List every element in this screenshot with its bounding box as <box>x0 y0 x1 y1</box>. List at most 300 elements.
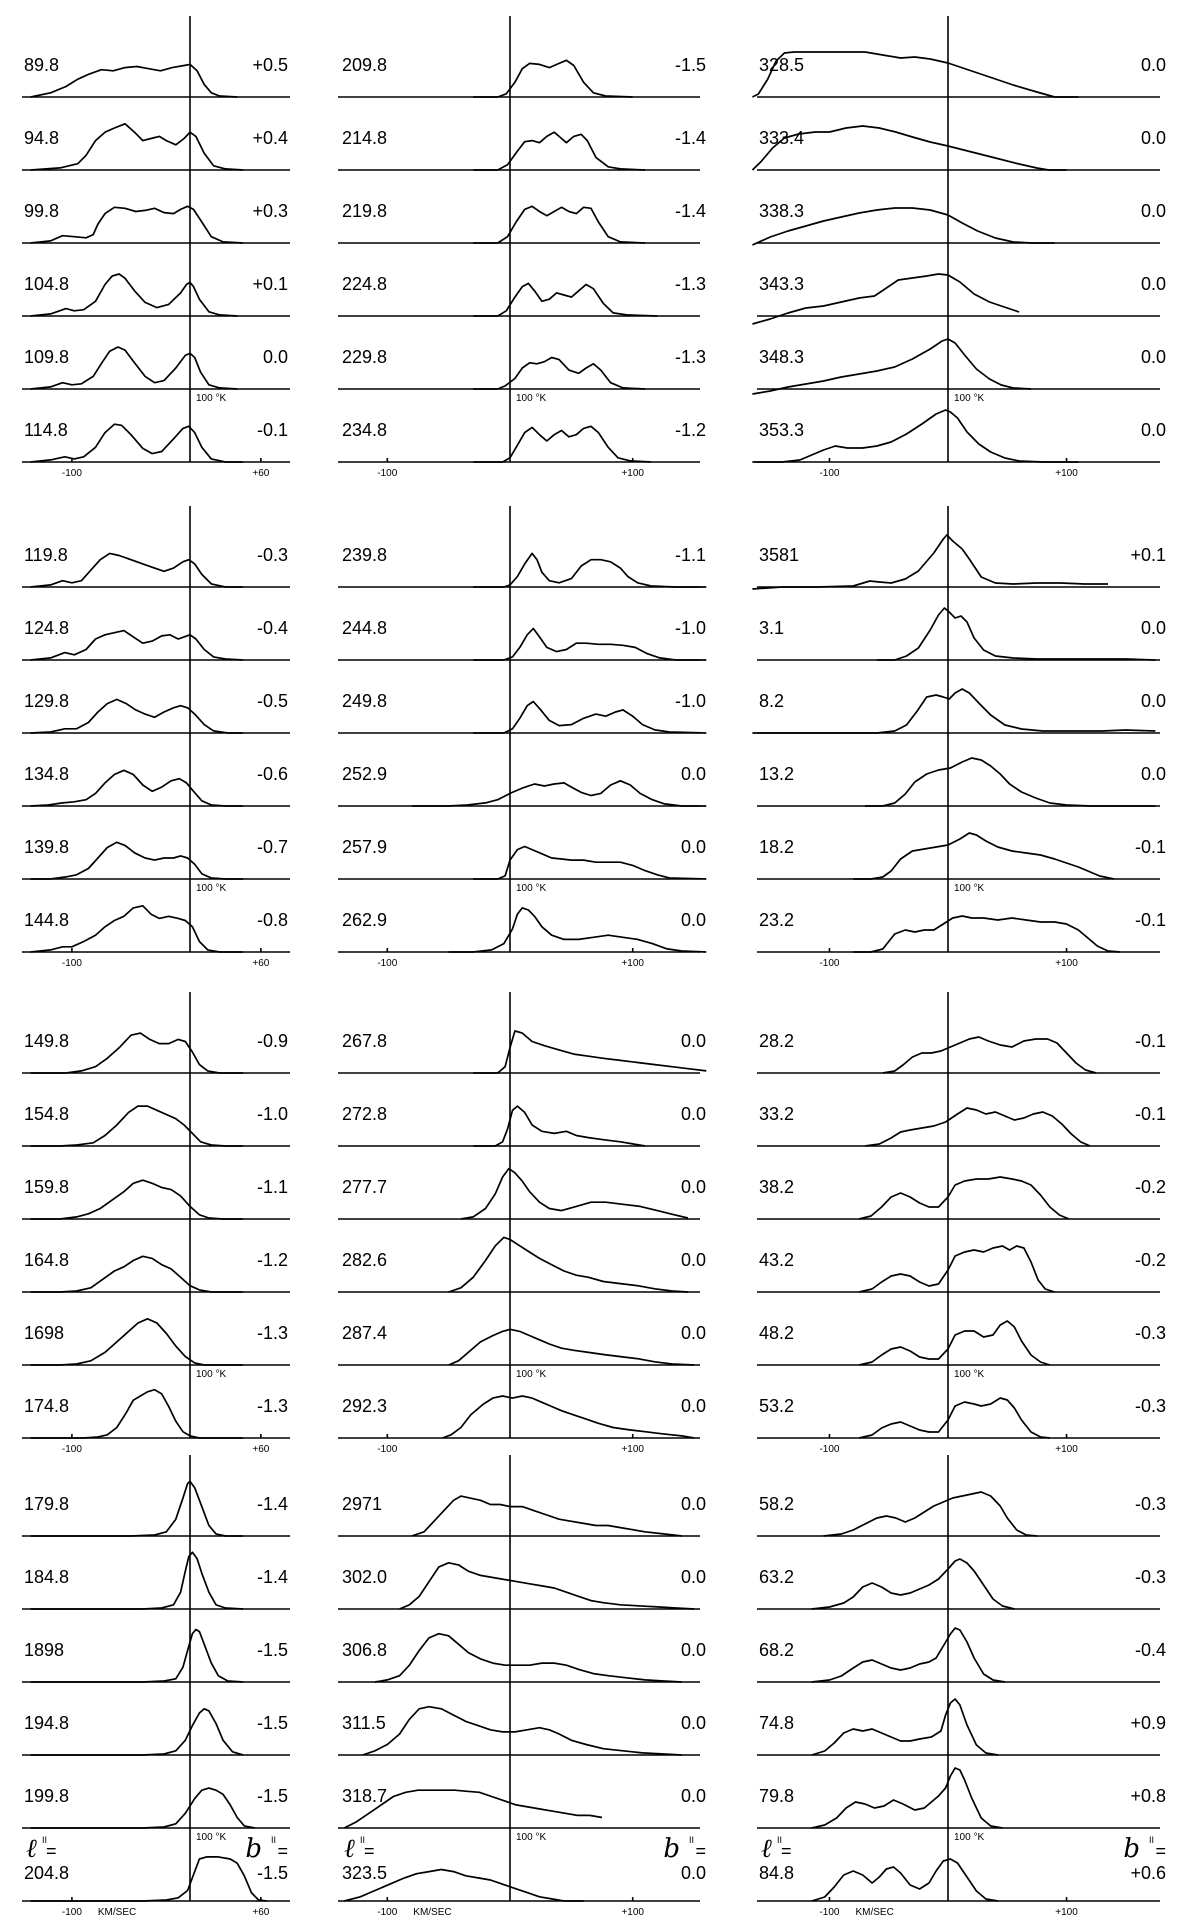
panel-12 <box>757 1455 1166 1918</box>
panel-10 <box>22 1455 290 1918</box>
longitude-label: 209.8 <box>342 55 388 75</box>
profile-row <box>22 124 290 170</box>
velocity-tick-label: +100 <box>1055 1907 1078 1918</box>
line-profile <box>375 1634 682 1682</box>
velocity-tick-label: +100 <box>1055 958 1078 969</box>
velocity-tick-label: -100 <box>819 1907 840 1918</box>
longitude-label: 129.8 <box>24 691 70 711</box>
velocity-tick-label: -100 <box>377 958 398 969</box>
longitude-label: 23.2 <box>759 910 795 930</box>
latitude-label: -1.4 <box>674 128 706 148</box>
longitude-label: 292.3 <box>342 1396 388 1416</box>
longitude-label: 89.8 <box>24 55 60 75</box>
latitude-label: 0.0 <box>262 347 288 367</box>
temperature-scale-label: 100 °K <box>954 393 985 404</box>
panel-3 <box>752 16 1166 479</box>
latitude-label: 0.0 <box>680 910 706 930</box>
latitude-label: -0.3 <box>1134 1494 1166 1514</box>
longitude-label: 144.8 <box>24 910 70 930</box>
line-profile <box>473 553 706 587</box>
panel-11 <box>338 1455 706 1918</box>
line-profile <box>473 206 645 243</box>
latitude-label: -0.3 <box>1134 1396 1166 1416</box>
latitude-label: -0.7 <box>256 837 288 857</box>
profile-row <box>757 833 1166 894</box>
profile-row <box>338 1169 706 1219</box>
temperature-scale-label: 100 °K <box>196 393 227 404</box>
latitude-label: -1.5 <box>674 55 706 75</box>
line-profile <box>859 1398 1050 1438</box>
longitude-label: 43.2 <box>759 1250 795 1270</box>
profile-row <box>757 1628 1166 1682</box>
profile-row <box>22 1250 290 1292</box>
latitude-label: +0.9 <box>1130 1713 1166 1733</box>
longitude-label: 252.9 <box>342 764 388 784</box>
latitude-label: +0.8 <box>1130 1786 1166 1806</box>
line-profile <box>812 1859 998 1901</box>
latitude-label: -1.0 <box>674 618 706 638</box>
longitude-label: 159.8 <box>24 1177 70 1197</box>
latitude-label: -0.2 <box>1134 1250 1166 1270</box>
profile-row <box>22 1709 290 1755</box>
profile-row <box>338 347 706 404</box>
temperature-scale-label: 100 °K <box>196 1369 227 1380</box>
profile-row <box>22 837 290 894</box>
longitude-label: 74.8 <box>759 1713 795 1733</box>
latitude-label: -1.3 <box>674 274 706 294</box>
longitude-label: 79.8 <box>759 1786 795 1806</box>
longitude-label: 244.8 <box>342 618 388 638</box>
line-profile <box>31 64 238 97</box>
profile-row <box>22 1834 290 1901</box>
velocity-tick-label: +60 <box>252 958 270 969</box>
velocity-tick-label: +60 <box>252 1907 270 1918</box>
line-profile <box>31 206 244 243</box>
longitude-label: 2971 <box>342 1494 383 1514</box>
line-profile <box>461 1169 688 1219</box>
velocity-units-label: KM/SEC <box>413 1907 452 1918</box>
latitude-label: 0.0 <box>680 1786 706 1806</box>
line-profile <box>859 1177 1069 1219</box>
temperature-scale-label: 100 °K <box>196 883 227 894</box>
longitude-label: 267.8 <box>342 1031 388 1051</box>
b-ii-equals: = <box>1155 1841 1166 1861</box>
panel-9 <box>757 992 1166 1455</box>
latitude-label: -0.1 <box>1134 910 1166 930</box>
latitude-label: 0.0 <box>680 1250 706 1270</box>
latitude-label: +0.1 <box>252 274 288 294</box>
longitude-label: 277.7 <box>342 1177 388 1197</box>
b-ii-symbol: b <box>1123 1834 1140 1864</box>
profile-row <box>22 1104 290 1146</box>
latitude-label: +0.6 <box>1130 1863 1166 1883</box>
longitude-label: 249.8 <box>342 691 388 711</box>
line-profile <box>473 847 706 880</box>
latitude-label: 0.0 <box>680 1031 706 1051</box>
longitude-label: 139.8 <box>24 837 70 857</box>
profile-row <box>22 764 290 806</box>
line-profile <box>412 1496 682 1536</box>
profile-row <box>752 274 1166 324</box>
longitude-label: 239.8 <box>342 545 388 565</box>
latitude-label: -1.1 <box>256 1177 288 1197</box>
latitude-label: 0.0 <box>1140 420 1166 440</box>
temperature-scale-label: 100 °K <box>516 1369 547 1380</box>
profile-row <box>22 545 290 587</box>
longitude-label: 338.3 <box>759 201 805 221</box>
profile-row <box>22 1481 290 1536</box>
line-profile <box>812 1628 1005 1682</box>
profile-row <box>338 1786 706 1843</box>
longitude-label: 323.5 <box>342 1863 388 1883</box>
longitude-label: 94.8 <box>24 128 60 148</box>
profile-row <box>757 1699 1166 1755</box>
longitude-label: 184.8 <box>24 1567 70 1587</box>
latitude-label: 0.0 <box>680 764 706 784</box>
latitude-label: -1.0 <box>256 1104 288 1124</box>
b-ii-equals: = <box>695 1841 706 1861</box>
velocity-tick-label: +100 <box>621 468 644 479</box>
panel-4 <box>22 506 290 969</box>
temperature-scale-label: 100 °K <box>516 883 547 894</box>
b-ii-symbol: b <box>663 1834 680 1864</box>
line-profile <box>473 1106 645 1146</box>
longitude-label: 58.2 <box>759 1494 795 1514</box>
line-profile <box>752 689 1155 733</box>
l-ii-superscript: II <box>42 1835 48 1845</box>
velocity-tick-label: -100 <box>377 468 398 479</box>
longitude-label: 164.8 <box>24 1250 70 1270</box>
profile-row <box>22 55 290 97</box>
profile-row <box>757 758 1166 806</box>
line-profile <box>449 1329 694 1365</box>
longitude-label: 33.2 <box>759 1104 795 1124</box>
profile-row <box>22 1031 290 1073</box>
line-profile <box>473 426 651 462</box>
longitude-label: 343.3 <box>759 274 805 294</box>
latitude-label: 0.0 <box>1140 128 1166 148</box>
velocity-tick-label: +100 <box>1055 1444 1078 1455</box>
longitude-label: 3581 <box>759 545 800 565</box>
latitude-label: -1.5 <box>256 1863 288 1883</box>
velocity-tick-label: -100 <box>61 1907 82 1918</box>
line-profile <box>859 1246 1055 1292</box>
profile-row <box>338 764 706 806</box>
longitude-label: 154.8 <box>24 1104 70 1124</box>
latitude-label: 0.0 <box>680 1713 706 1733</box>
longitude-label: 1698 <box>24 1323 65 1343</box>
longitude-label: 1898 <box>24 1640 65 1660</box>
panel-7 <box>22 992 290 1455</box>
line-profile <box>449 1237 688 1292</box>
latitude-label: -0.3 <box>256 545 288 565</box>
profile-row <box>338 1237 706 1292</box>
longitude-label: 104.8 <box>24 274 70 294</box>
profile-row <box>757 1031 1166 1073</box>
longitude-label: 194.8 <box>24 1713 70 1733</box>
longitude-label: 134.8 <box>24 764 70 784</box>
longitude-label: 311.5 <box>342 1713 386 1733</box>
latitude-label: 0.0 <box>680 1640 706 1660</box>
velocity-units-label: KM/SEC <box>855 1907 894 1918</box>
longitude-label: 3.1 <box>759 618 785 638</box>
latitude-label: -0.2 <box>1134 1177 1166 1197</box>
line-profile <box>473 1031 706 1073</box>
l-ii-symbol: ℓ <box>344 1834 355 1864</box>
profile-row <box>338 1634 706 1682</box>
panel-6 <box>752 506 1166 969</box>
longitude-label: 234.8 <box>342 420 388 440</box>
longitude-label: 287.4 <box>342 1323 388 1343</box>
longitude-label: 229.8 <box>342 347 388 367</box>
panel-8 <box>338 992 706 1455</box>
longitude-label: 204.8 <box>24 1863 70 1883</box>
profile-row <box>338 55 706 97</box>
line-profile <box>449 908 707 952</box>
longitude-label: 119.8 <box>24 545 68 565</box>
profile-row <box>757 1834 1166 1901</box>
b-ii-superscript: II <box>1148 1835 1154 1845</box>
profile-row <box>757 608 1166 660</box>
longitude-label: 13.2 <box>759 764 795 784</box>
profile-row <box>338 908 706 952</box>
latitude-label: 0.0 <box>680 1567 706 1587</box>
longitude-label: 174.8 <box>24 1396 70 1416</box>
velocity-tick-label: -100 <box>377 1907 398 1918</box>
temperature-scale-label: 100 °K <box>196 1832 227 1843</box>
velocity-tick-label: -100 <box>61 468 82 479</box>
latitude-label: 0.0 <box>680 1104 706 1124</box>
profile-row <box>338 201 706 243</box>
profile-row <box>338 1563 706 1609</box>
profile-row <box>22 1390 290 1438</box>
latitude-label: -1.3 <box>256 1323 288 1343</box>
temperature-scale-label: 100 °K <box>954 1369 985 1380</box>
panel-1 <box>22 16 290 479</box>
longitude-label: 224.8 <box>342 274 388 294</box>
longitude-label: 306.8 <box>342 1640 388 1660</box>
profile-row <box>22 618 290 660</box>
latitude-label: -0.8 <box>256 910 288 930</box>
longitude-label: 8.2 <box>759 691 785 711</box>
longitude-label: 114.8 <box>24 420 68 440</box>
longitude-label: 318.7 <box>342 1786 388 1806</box>
temperature-scale-label: 100 °K <box>516 393 547 404</box>
latitude-label: -0.1 <box>1134 1104 1166 1124</box>
velocity-tick-label: -100 <box>819 468 840 479</box>
latitude-label: 0.0 <box>680 1863 706 1883</box>
profile-row <box>752 410 1166 462</box>
longitude-label: 38.2 <box>759 1177 795 1197</box>
profile-row <box>22 201 290 243</box>
velocity-tick-label: +100 <box>621 958 644 969</box>
profile-row <box>338 691 706 733</box>
line-profile <box>752 535 1108 589</box>
latitude-label: -1.1 <box>674 545 706 565</box>
latitude-label: -1.5 <box>256 1713 288 1733</box>
longitude-label: 199.8 <box>24 1786 70 1806</box>
velocity-tick-label: +60 <box>252 1444 270 1455</box>
profile-row <box>22 906 290 952</box>
l-ii-symbol: ℓ <box>761 1834 772 1864</box>
profile-row <box>338 128 706 170</box>
profile-row <box>338 1494 706 1536</box>
profile-row <box>22 691 290 733</box>
longitude-label: 333.4 <box>759 128 805 148</box>
longitude-label: 282.6 <box>342 1250 388 1270</box>
profile-row <box>752 689 1166 733</box>
profile-row <box>757 1104 1166 1146</box>
line-profile <box>473 358 645 390</box>
line-profile <box>473 702 706 734</box>
line-profile <box>812 1768 1003 1828</box>
longitude-label: 272.8 <box>342 1104 388 1124</box>
longitude-label: 99.8 <box>24 201 60 221</box>
latitude-label: -0.4 <box>1134 1640 1166 1660</box>
latitude-label: 0.0 <box>1140 618 1166 638</box>
l-ii-equals: = <box>46 1841 57 1861</box>
latitude-label: 0.0 <box>1140 274 1166 294</box>
longitude-label: 219.8 <box>342 201 388 221</box>
profile-row <box>757 1177 1166 1219</box>
profile-row <box>757 1492 1166 1536</box>
profile-row <box>757 910 1166 952</box>
l-ii-superscript: II <box>777 1835 783 1845</box>
longitude-label: 262.9 <box>342 910 388 930</box>
b-ii-superscript: II <box>688 1835 694 1845</box>
latitude-label: +0.4 <box>252 128 288 148</box>
profile-row <box>338 1707 706 1755</box>
velocity-tick-label: +100 <box>621 1444 644 1455</box>
longitude-label: 124.8 <box>24 618 70 638</box>
latitude-label: -0.1 <box>1134 837 1166 857</box>
line-profile <box>443 1396 695 1438</box>
profile-row <box>338 1834 706 1901</box>
longitude-label: 214.8 <box>342 128 388 148</box>
b-ii-symbol: b <box>245 1834 262 1864</box>
temperature-scale-label: 100 °K <box>954 883 985 894</box>
l-ii-equals: = <box>781 1841 792 1861</box>
latitude-label: -1.0 <box>674 691 706 711</box>
latitude-label: +0.3 <box>252 201 288 221</box>
profile-row <box>22 1177 290 1219</box>
line-profile <box>877 608 1156 660</box>
line-profile <box>473 629 706 661</box>
b-ii-equals: = <box>277 1841 288 1861</box>
velocity-tick-label: -100 <box>61 1444 82 1455</box>
line-profile <box>473 283 657 316</box>
longitude-label: 63.2 <box>759 1567 795 1587</box>
velocity-tick-label: -100 <box>819 1444 840 1455</box>
profile-row <box>757 1396 1166 1438</box>
latitude-label: -1.4 <box>256 1494 288 1514</box>
profile-row <box>22 1630 290 1683</box>
line-profile <box>865 758 1155 806</box>
latitude-label: 0.0 <box>680 1323 706 1343</box>
line-profile <box>865 1108 1090 1146</box>
profile-row <box>338 1031 706 1073</box>
velocity-tick-label: +100 <box>621 1907 644 1918</box>
velocity-units-label: KM/SEC <box>97 1907 137 1918</box>
line-profile <box>412 781 707 806</box>
temperature-scale-label: 100 °K <box>516 1832 547 1843</box>
latitude-label: 0.0 <box>1140 764 1166 784</box>
line-profile <box>824 1492 1037 1536</box>
profile-row <box>22 274 290 316</box>
profile-row <box>757 1768 1166 1843</box>
latitude-label: 0.0 <box>1140 55 1166 75</box>
latitude-label: 0.0 <box>1140 347 1166 367</box>
line-profile <box>812 1699 998 1755</box>
latitude-label: -1.4 <box>256 1567 288 1587</box>
longitude-label: 109.8 <box>24 347 70 367</box>
latitude-label: -1.3 <box>256 1396 288 1416</box>
latitude-label: -1.5 <box>256 1786 288 1806</box>
profile-row <box>22 1552 290 1609</box>
line-profile <box>31 124 244 170</box>
profile-row <box>752 201 1166 245</box>
profile-row <box>338 618 706 660</box>
latitude-label: 0.0 <box>680 1494 706 1514</box>
longitude-label: 149.8 <box>24 1031 70 1051</box>
l-ii-symbol: ℓ <box>26 1834 37 1864</box>
profile-row <box>752 126 1166 170</box>
latitude-label: -0.1 <box>256 420 288 440</box>
latitude-label: -1.2 <box>256 1250 288 1270</box>
latitude-label: -1.2 <box>674 420 706 440</box>
line-profile <box>883 1037 1096 1073</box>
panel-5 <box>338 506 706 969</box>
profile-row <box>338 837 706 894</box>
l-ii-equals: = <box>364 1841 375 1861</box>
velocity-tick-label: -100 <box>61 958 82 969</box>
latitude-label: 0.0 <box>680 837 706 857</box>
profile-row <box>757 1559 1166 1609</box>
latitude-label: +0.5 <box>252 55 288 75</box>
line-profile <box>400 1563 694 1609</box>
velocity-tick-label: -100 <box>377 1444 398 1455</box>
line-profile <box>853 833 1114 879</box>
longitude-label: 179.8 <box>24 1494 70 1514</box>
profile-row <box>22 347 290 404</box>
longitude-label: 257.9 <box>342 837 388 857</box>
longitude-label: 328.5 <box>759 55 805 75</box>
latitude-label: 0.0 <box>1140 691 1166 711</box>
profile-row <box>757 1321 1166 1380</box>
latitude-label: -1.5 <box>256 1640 288 1660</box>
profile-row <box>752 535 1166 589</box>
latitude-label: -0.6 <box>256 764 288 784</box>
longitude-label: 353.3 <box>759 420 805 440</box>
latitude-label: -0.1 <box>1134 1031 1166 1051</box>
latitude-label: -0.3 <box>1134 1323 1166 1343</box>
panel-2 <box>338 16 706 479</box>
latitude-label: -0.4 <box>256 618 288 638</box>
profile-row <box>338 274 706 316</box>
velocity-tick-label: +60 <box>252 468 270 479</box>
latitude-label: 0.0 <box>680 1177 706 1197</box>
latitude-label: -0.5 <box>256 691 288 711</box>
profile-row <box>22 1319 290 1380</box>
line-profile <box>853 916 1120 952</box>
latitude-label: -1.4 <box>674 201 706 221</box>
l-ii-superscript: II <box>360 1835 366 1845</box>
profile-row <box>22 420 290 462</box>
longitude-label: 18.2 <box>759 837 795 857</box>
profile-row <box>752 52 1166 97</box>
longitude-label: 48.2 <box>759 1323 795 1343</box>
profile-row <box>338 1323 706 1380</box>
